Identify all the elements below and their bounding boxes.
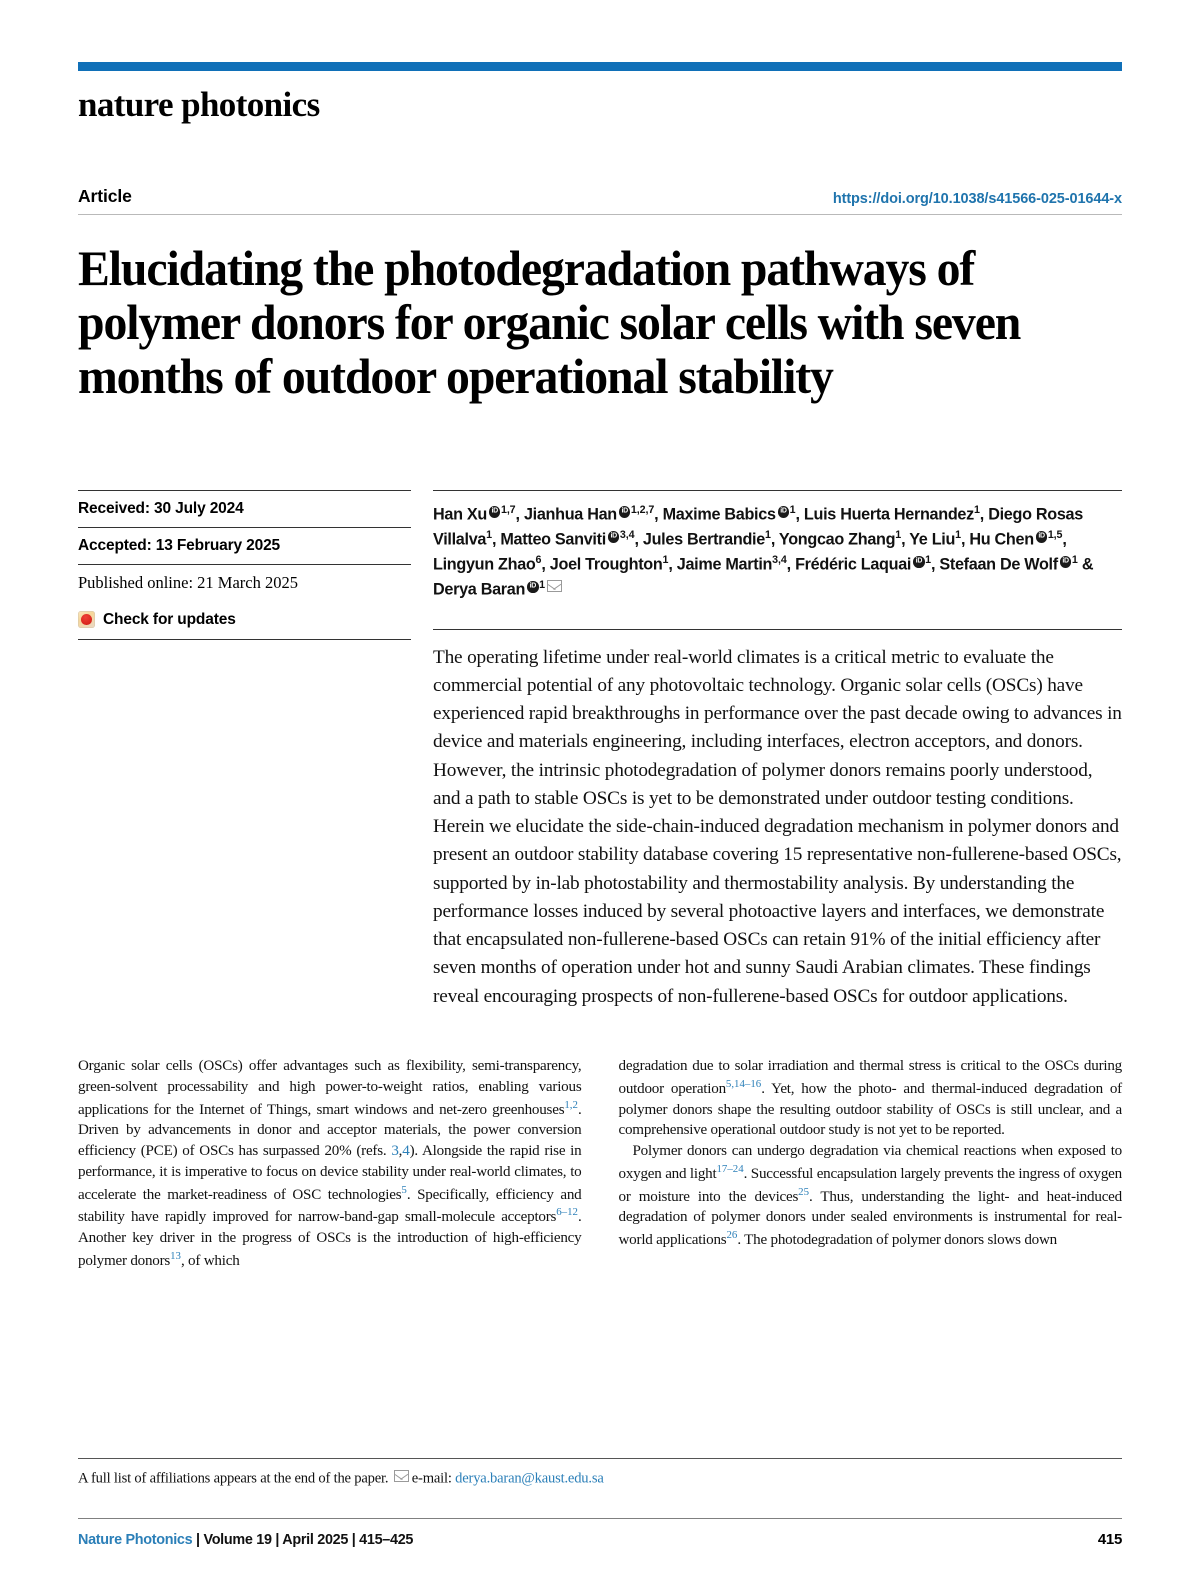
body-paragraph: Polymer donors can undergo degradation via chemical reactions when exposed to oxygen and light$^{17-24}$. Successful encapsulation largely prevents the ingress of oxygen or moisture into the devices$^{25}$. Thus, understanding the light- and heat-induced degradation of polymer donors under sealed environments is instrumental for real-world applications$^{26}$. The photodegradation of polymer donors slows down [618, 1143, 1122, 1249]
author-list: Han Xu iD $^{1,7}$, Jianhua Han iD $^{1,2,7}$, Maxime Babics iD $^1$, Luis Huerta Hernandez$^1$, Diego Rosas Villalva$^1$, Matteo Sanviti iD $^{3,4}$, Jules Bertrandie$^1$, Yongcao Zhang$^1$, Ye Liu$^1$, Hu Chen iD $^{1,5}$, Lingyun Zhao$^6$, Joel Troughton$^1$, Jaime Martin$^{3,4}$, Frédéric LaquaiiD $^1$, Stefaan De Wolf iD $^1$ & Derya Baran iD $^1$ [433, 490, 1122, 602]
page-number: 415 [1097, 1531, 1122, 1548]
page-title: Elucidating the photodegradation pathways of polymer donors for organic solar cells with seven months of outdoor operational stability [78, 239, 1021, 405]
author-name: Luis Huerta Hernandez [803, 504, 974, 523]
affiliation-marker: 3,4 [619, 528, 635, 541]
reference-superscript[interactable]: 6–12 [556, 1206, 578, 1219]
envelope-icon[interactable] [547, 580, 562, 592]
author-name: Joel Troughton [549, 554, 663, 573]
affiliation-marker: 1 [486, 528, 492, 541]
check-for-updates-button[interactable] [78, 602, 411, 640]
article-header-row [78, 186, 1122, 215]
affiliation-marker: 6 [535, 553, 542, 566]
reference-superscript[interactable]: 1,2 [564, 1098, 578, 1111]
author-name: Yongcao Zhang [778, 529, 896, 548]
authors-and-abstract [433, 490, 1122, 1012]
journal-name: Nature Photonics [78, 1532, 193, 1548]
article-type-label: Article [78, 185, 132, 206]
author-name: Jaime Martin [676, 554, 773, 573]
body-paragraph: degradation due to solar irradiation and thermal stress is critical to the OSCs during outdoor operation$^{5,14-16}$. Yet, how the photo- and thermal-induced degradation of polymer donors shape the resulting outdoor stability of OSCs is still unclear, and a comprehensive operational outdoor study is not yet to be reported. [618, 1058, 1122, 1139]
column-gap [411, 490, 433, 1012]
reference-link[interactable]: 4 [402, 1143, 410, 1160]
affiliation-marker: 1 [539, 578, 545, 591]
meta-region [78, 490, 1122, 1012]
author-name: Ye Liu [909, 529, 956, 548]
abstract-text: The operating lifetime under real-world climates is a critical metric to evaluate the commercial potential of any photovoltaic technology. Organic solar cells (OSCs) have experienced rapid breakthroughs in performance over the past decade owing to advances in device and materials engineering, including interfaces, electron acceptors, and donors. However, the intrinsic photodegradation of polymer donors remains poorly understood, and a path to stable OSCs is yet to be demonstrated under outdoor testing conditions. Herein we elucidate the side-chain-induced degradation mechanism in polymer donors and present an outdoor stability database covering 15 representative non-fullerene-based OSCs, supported by in-lab photostability and thermostability analysis. By understanding the performance losses induced by several photoactive layers and interfaces, we demonstrate that encapsulated non-fullerene-based OSCs can retain 91% of the initial efficiency after seven months of operation under hot and sunny Saudi Arabian climates. These findings reveal encouraging prospects of non-fullerene-based OSCs for outdoor applications. [433, 629, 1122, 1011]
reference-superscript[interactable]: 26 [726, 1229, 738, 1242]
reference-superscript[interactable]: 5 [401, 1183, 407, 1196]
accepted-date: Accepted: 13 February 2025 [78, 527, 411, 564]
body-column-left [78, 1056, 582, 1272]
affiliation-marker: 1,7 [500, 503, 516, 516]
page-footer [78, 1518, 1122, 1548]
body-paragraph: Organic solar cells (OSCs) offer advantages such as flexibility, semi-transparency, green-solvent processability and high power-to-weight ratios, enabling various applications for the Internet of Things, smart windows and net-zero greenhouses$^{1,2}$. Driven by advancements in donor and acceptor materials, the power conversion efficiency (PCE) of OSCs has surpassed 20% (refs. 3,4). Alongside the rapid rise in performance, it is imperative to focus on device stability under real-world climates, to accelerate the market-readiness of OSC technologies$^5$. Specifically, efficiency and stability have rapidly improved for narrow-band-gap small-molecule acceptors$^{6-12}$. Another key driver in the progress of OSCs is the introduction of high-efficiency polymer donors$^{13}$, of which [78, 1058, 582, 1269]
published-date: Published online: 21 March 2025 [78, 564, 411, 602]
author-name: Diego Rosas Villalva [433, 504, 1083, 548]
journal-citation [78, 1532, 413, 1548]
reference-superscript[interactable]: 25 [798, 1185, 810, 1198]
affiliation-marker: 1 [895, 528, 902, 541]
brand-accent-rule [78, 62, 1122, 71]
author-name: Matteo Sanviti [500, 529, 606, 548]
author-name: Maxime Babics [662, 504, 776, 523]
orcid-icon[interactable] [619, 506, 631, 518]
orcid-icon[interactable] [778, 506, 790, 518]
affiliation-marker: 1 [955, 528, 961, 541]
orcid-icon[interactable] [527, 581, 539, 593]
affiliation-marker: 1 [925, 553, 931, 566]
body-columns [78, 1056, 1122, 1272]
author-name: Derya Baran [433, 579, 526, 598]
reference-link[interactable]: 3 [391, 1143, 399, 1160]
author-name: Jules Bertrandie [642, 529, 765, 548]
received-date: Received: 30 July 2024 [78, 490, 411, 527]
author-name: Hu Chen [969, 529, 1034, 548]
author-name: Han Xu [433, 504, 487, 523]
affiliation-marker: 1 [973, 503, 980, 516]
check-for-updates-label: Check for updates [103, 610, 236, 628]
orcid-icon[interactable] [1060, 556, 1072, 568]
affiliation-footnote [78, 1458, 1122, 1488]
reference-superscript[interactable]: 13 [170, 1249, 181, 1262]
affiliation-marker: 1,2,7 [630, 503, 655, 516]
affiliation-marker: 1,5 [1047, 528, 1063, 541]
author-name: Lingyun Zhao [433, 554, 536, 573]
crossmark-icon [78, 611, 95, 628]
affiliation-marker: 1 [789, 503, 796, 516]
doi-link[interactable]: https://doi.org/10.1038/s41566-025-01644-x [832, 190, 1122, 207]
affiliation-marker: 1 [662, 553, 669, 566]
affiliation-marker: 1 [1071, 553, 1078, 566]
email-label: e-mail: [411, 1470, 452, 1487]
author-name: Frédéric Laquai [795, 554, 912, 573]
reference-superscript[interactable]: 5,14–16 [725, 1077, 762, 1090]
body-column-right [619, 1056, 1123, 1272]
orcid-icon[interactable] [608, 531, 620, 543]
author-name: Jianhua Han [523, 504, 617, 523]
orcid-icon[interactable] [1036, 531, 1048, 543]
author-name: Stefaan De Wolf [939, 554, 1058, 573]
citation-details: | Volume 19 | April 2025 | 415–425 [192, 1532, 414, 1548]
envelope-icon [394, 1470, 409, 1482]
orcid-icon[interactable] [489, 506, 501, 518]
affiliation-marker: 3,4 [772, 553, 787, 566]
article-history-panel [78, 490, 411, 1012]
reference-superscript[interactable]: 17–24 [716, 1162, 744, 1175]
orcid-icon[interactable] [913, 556, 925, 568]
journal-brand: nature photonics [78, 85, 320, 124]
affiliation-marker: 1 [764, 528, 771, 541]
affiliation-note-text: A full list of affiliations appears at the end of the paper. [78, 1470, 389, 1487]
corresponding-email-link[interactable]: derya.baran@kaust.edu.sa [455, 1470, 604, 1487]
